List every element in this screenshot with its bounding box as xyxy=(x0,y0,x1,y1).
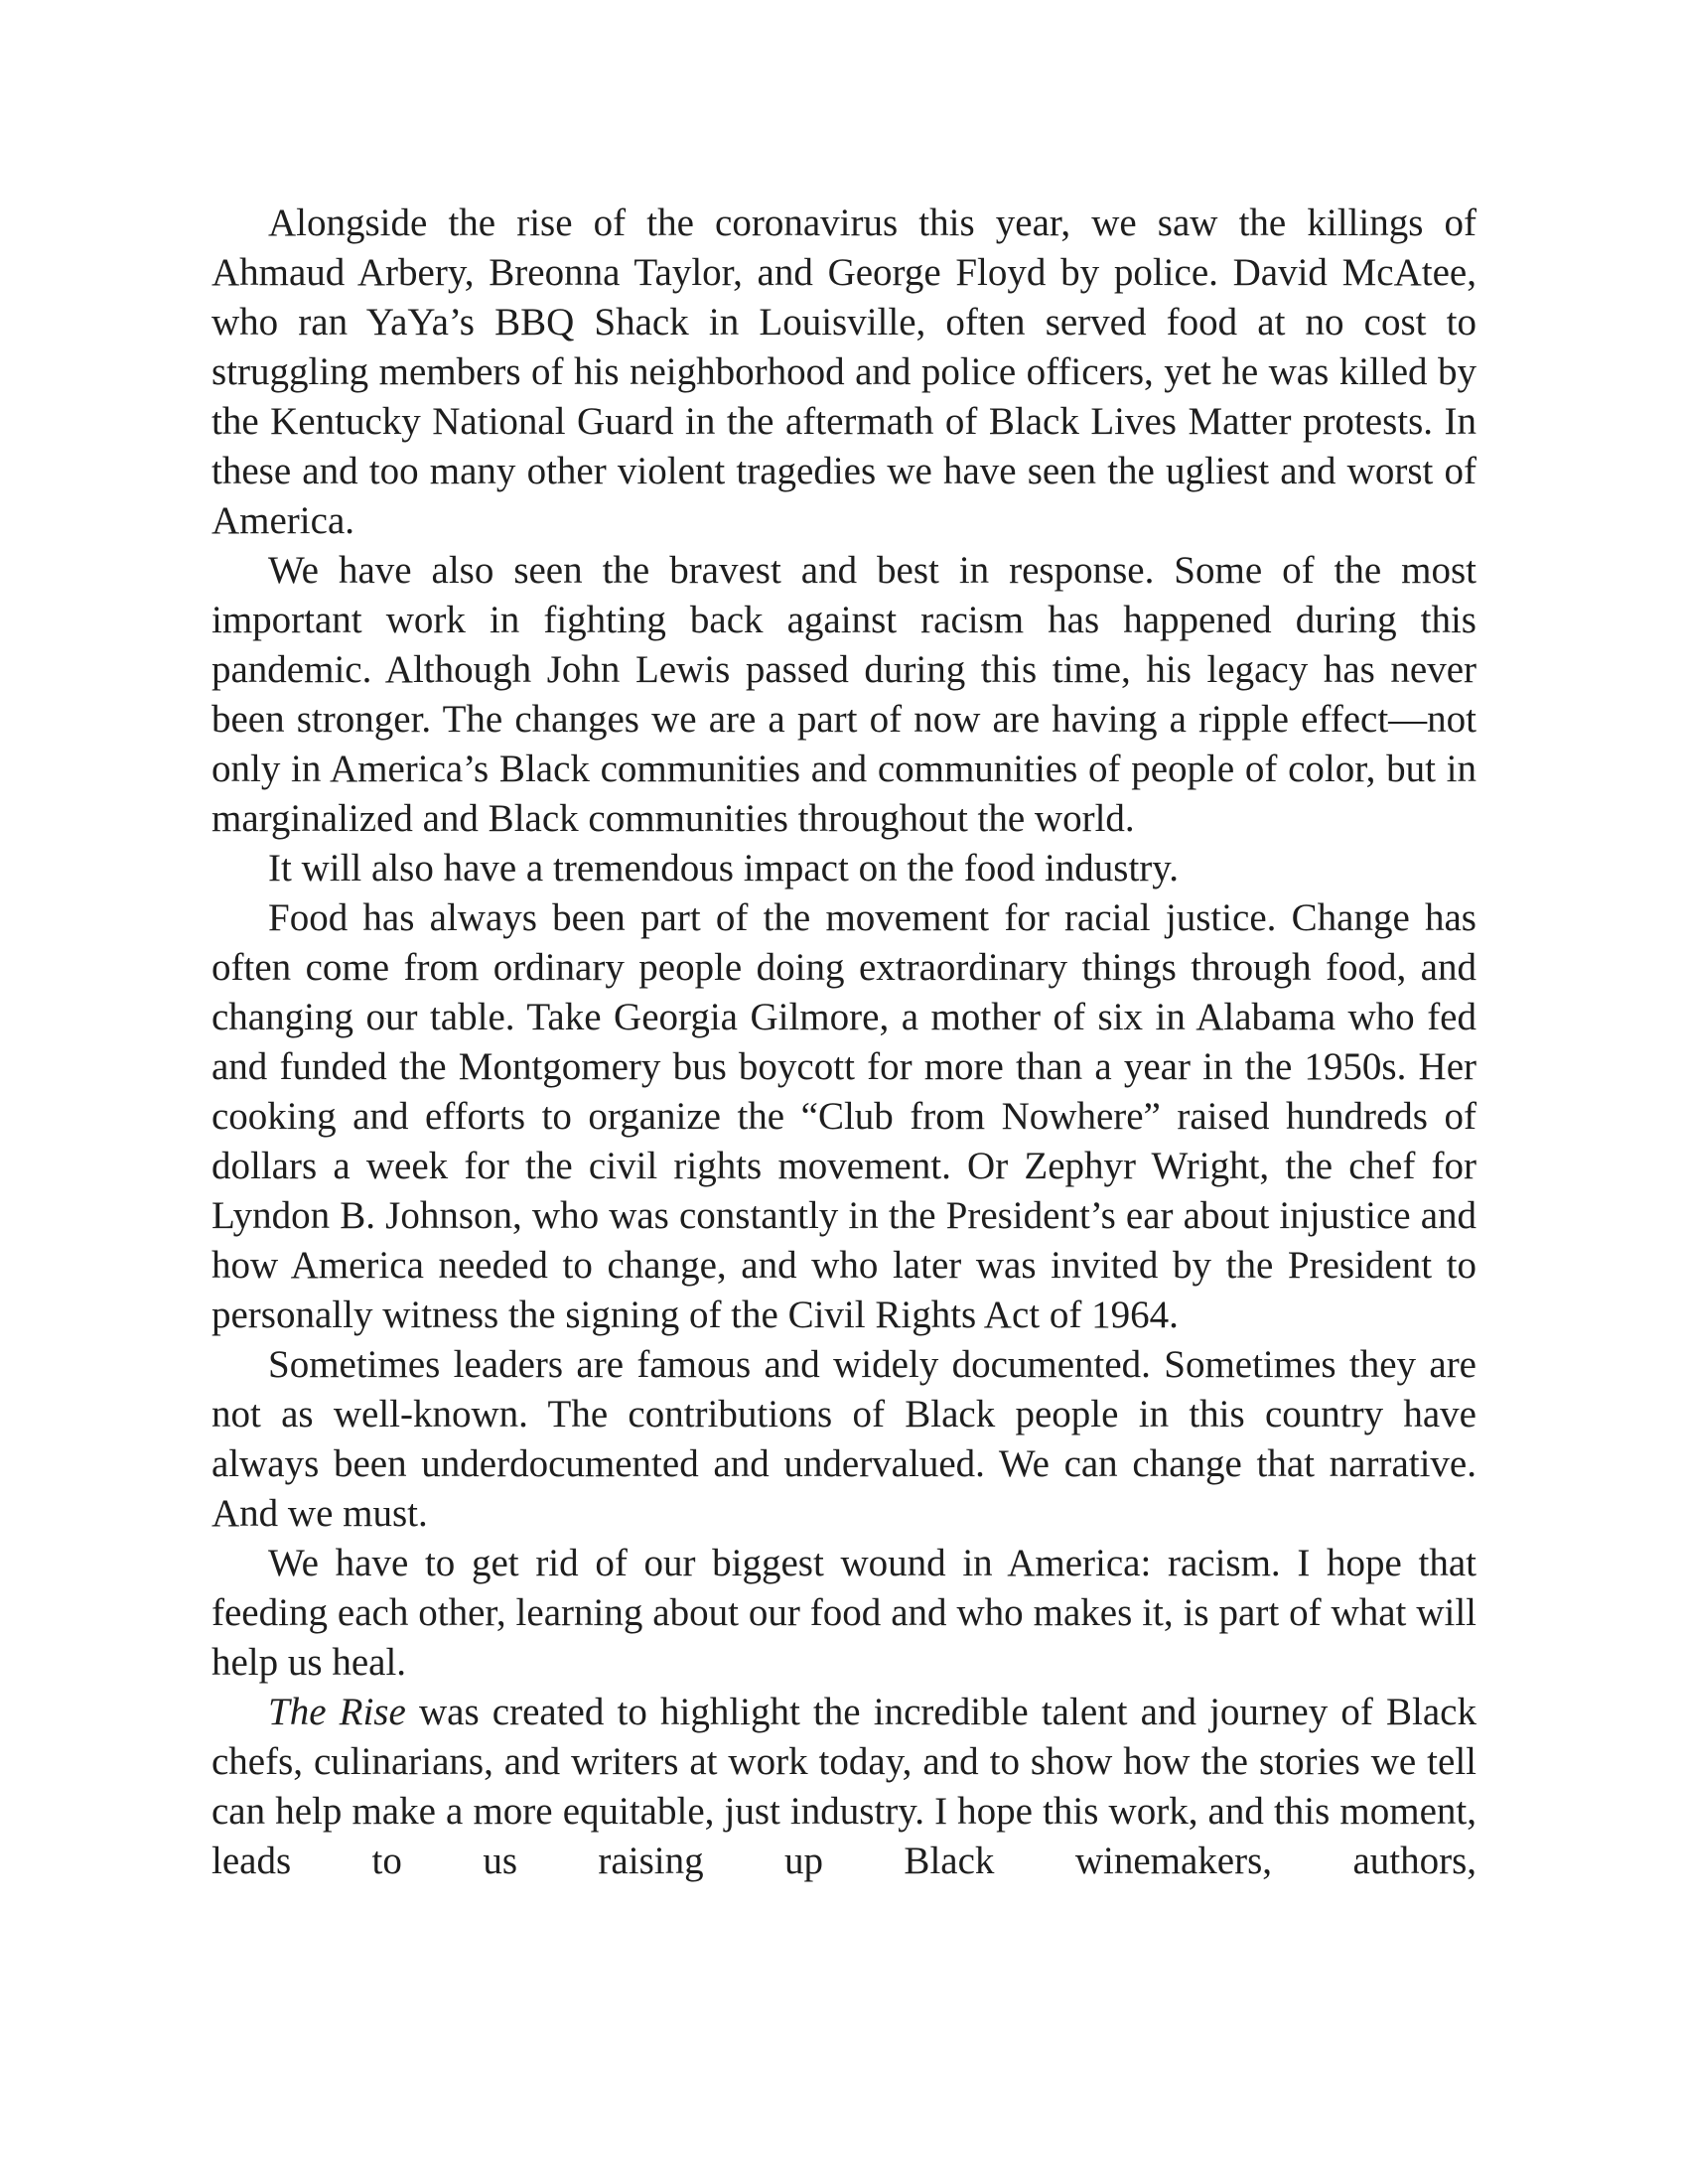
paragraph-7-text: was created to highlight the incredible talent and journey of Black chefs, culinarians, and writers at work today, and to show how the stories we tell can help make a more equitable, just industry. I hope this work, and this moment, leads to us raising up Black winemakers, authors, xyxy=(211,1691,1477,1882)
paragraph-3: It will also have a tremendous impact on the food industry. xyxy=(268,847,1180,889)
paragraph-5: Sometimes leaders are famous and widely documented. Sometimes they are not as well-known. The contributions of Black people in this country have always been underdocumented and undervalued. We can change that narrative. And we must. xyxy=(211,1343,1477,1535)
paragraph-4: Food has always been part of the movement for racial justice. Change has often come from ordinary people doing extraordinary things through food, and changing our table. Take Georgia Gilmore, a mother of six in Alabama who fed and funded the Montgomery bus boycott for more than a year in the 1950s. Her cooking and efforts to organize the “Club from Nowhere” raised hundreds of dollars a week for the civil rights movement. Or Zephyr Wright, the chef for Lyndon B. Johnson, who was constantly in the President’s ear about injustice and how America needed to change, and who later was invited by the President to personally witness the signing of the Civil Rights Act of 1964. xyxy=(211,896,1477,1336)
paragraph-1: Alongside the rise of the coronavirus this year, we saw the killings of Ahmaud Arbery, Breonna Taylor, and George Floyd by police. David McAtee, who ran YaYa’s BBQ Shack in Louisville, often served food at no cost to struggling members of his neighborhood and police officers, yet he was killed by the Kentucky National Guard in the aftermath of Black Lives Matter protests. In these and too many other violent tragedies we have seen the ugliest and worst of America. xyxy=(211,202,1477,542)
body-text xyxy=(211,199,1477,1886)
paragraph-6: We have to get rid of our biggest wound in America: racism. I hope that feeding each other, learning about our food and who makes it, is part of what will help us heal. xyxy=(211,1542,1477,1684)
paragraph-2: We have also seen the bravest and best in response. Some of the most important work in fighting back against racism has happened during this pandemic. Although John Lewis passed during this time, his legacy has never been stronger. The changes we are a part of now are having a ripple effect—not only in America’s Black communities and communities of people of color, but in marginalized and Black communities throughout the world. xyxy=(211,549,1477,840)
paragraph-7 xyxy=(211,1688,1477,1886)
book-title: The Rise xyxy=(268,1691,406,1733)
